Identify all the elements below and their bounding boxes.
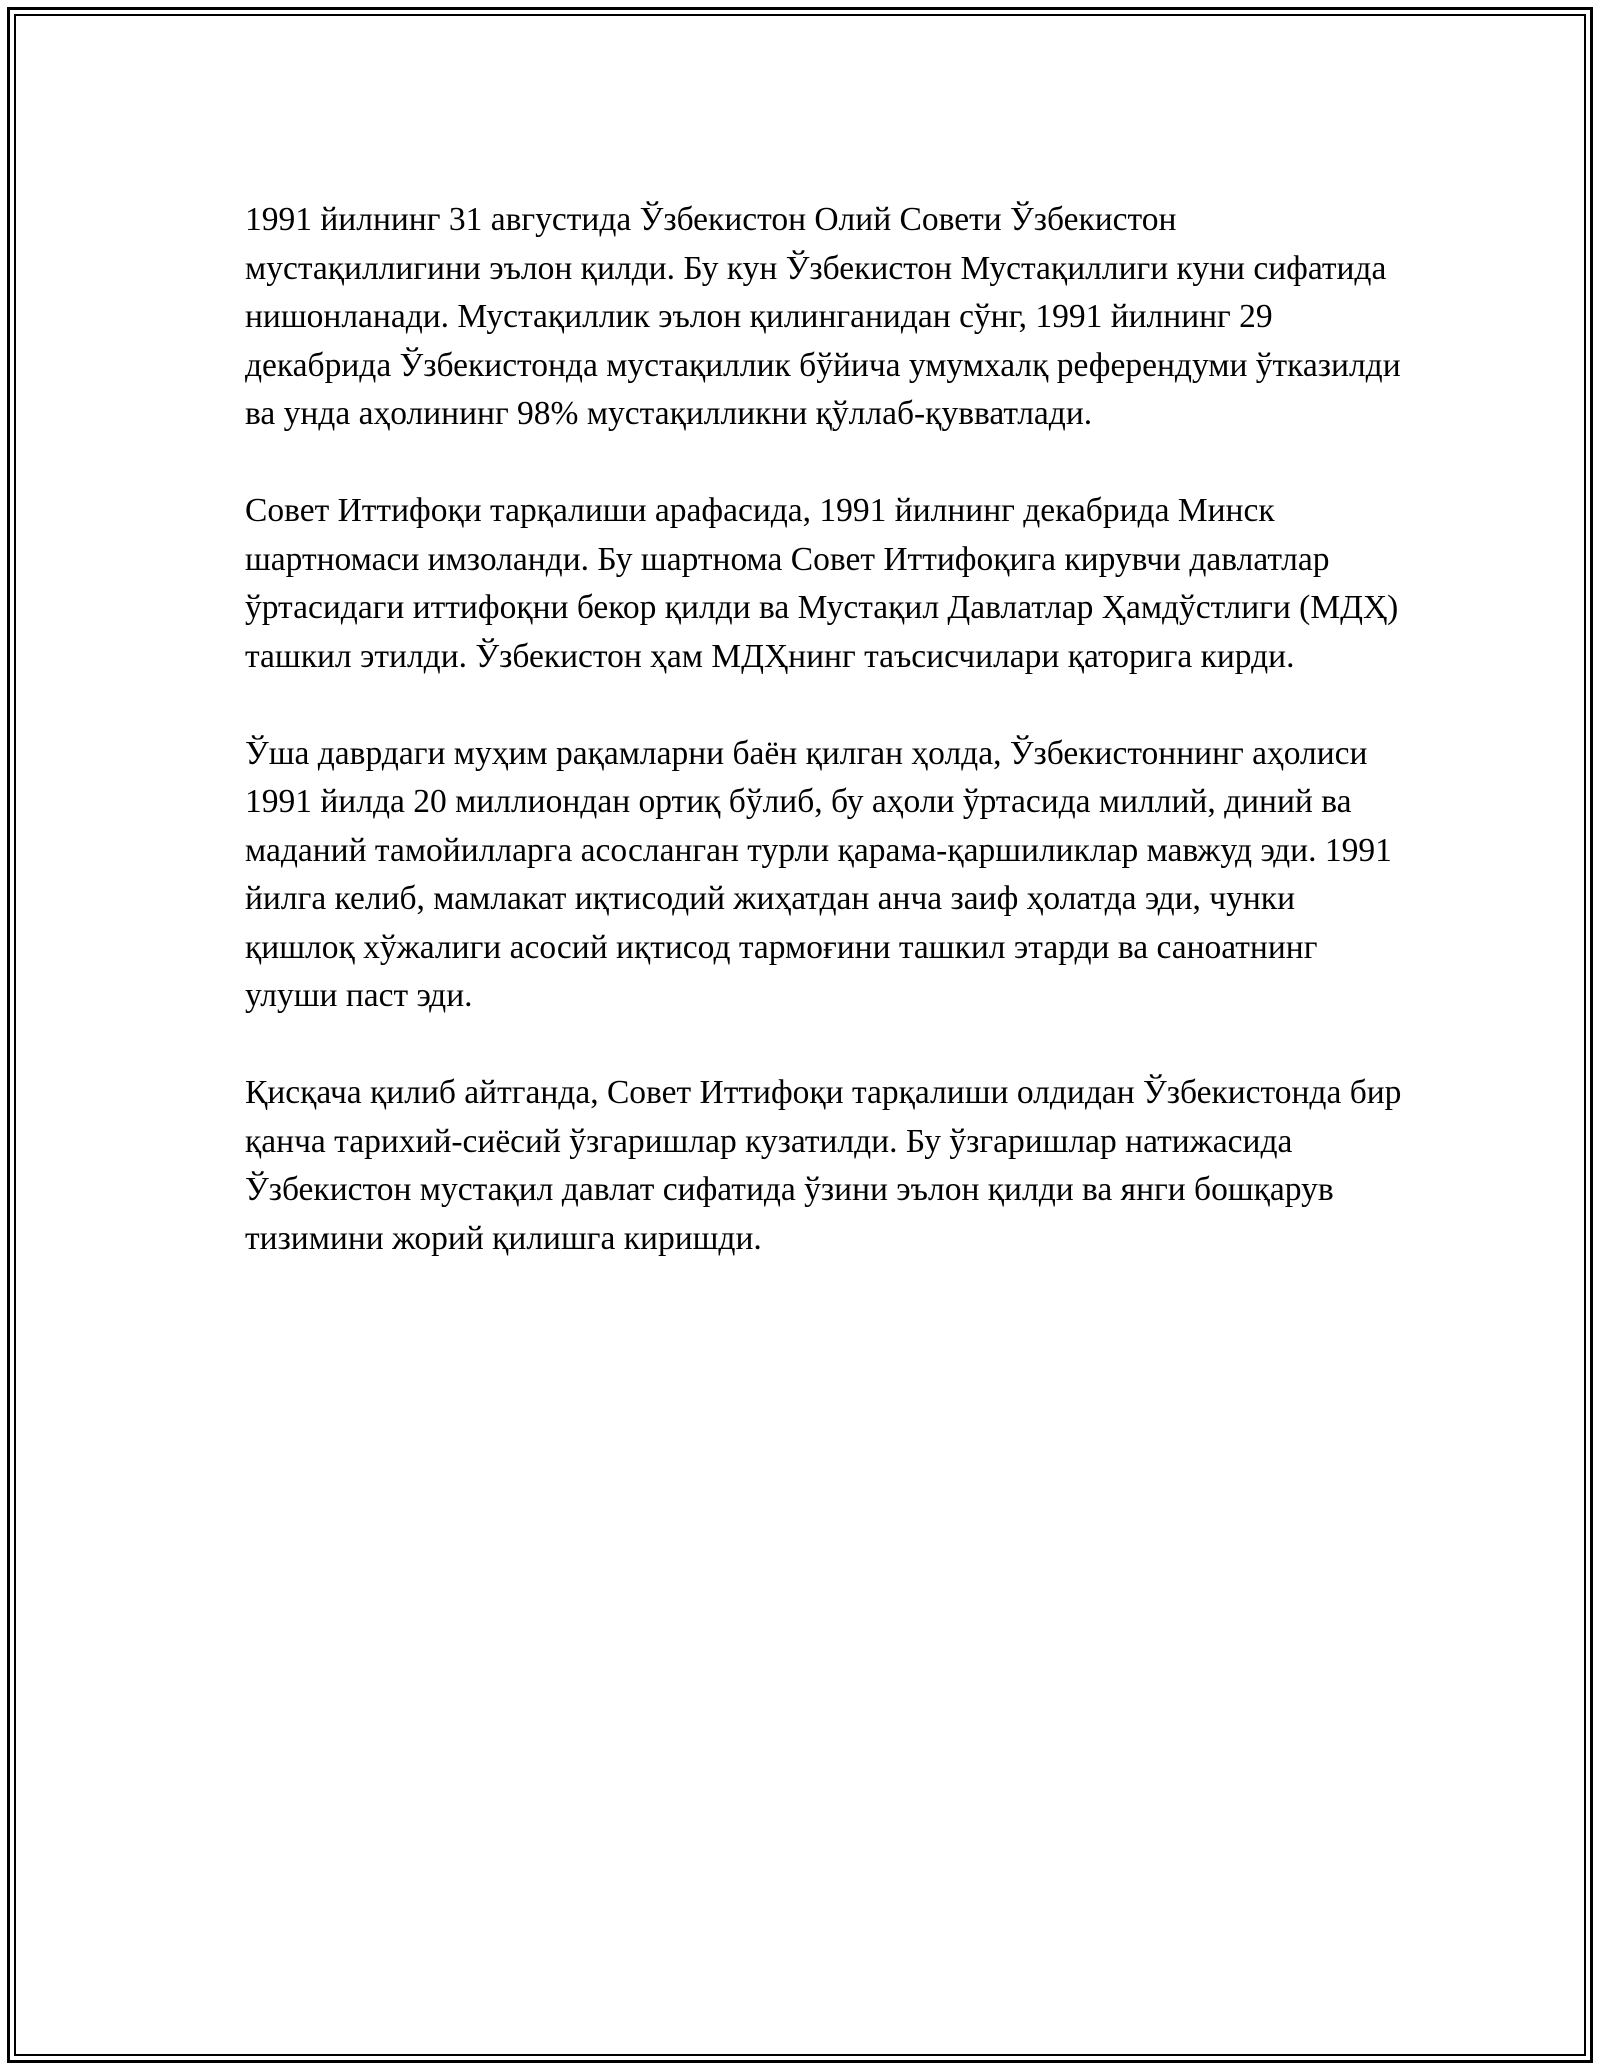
paragraph-summary: Қисқача қилиб айтганда, Совет Иттифоқи тарқалиши олдидан Ўзбекистонда бир қанча тарихий-сиёсий ўзгаришлар кузатилди. Бу ўзгаришлар натижасида Ўзбекистон мустақил давлат сифатида ўзини эълон қилди ва янги бошқарув тизимини жорий қилишга киришди. [245, 1074, 1402, 1257]
paragraph-independence-declaration: 1991 йилнинг 31 августида Ўзбекистон Олий Совети Ўзбекистон мустақиллигини эълон қилди. Бу кун Ўзбекистон Мустақиллиги куни сифатида нишонланади. Мустақиллик эълон қилинганидан сўнг, 1991 йилнинг 29 декабрида Ўзбекистонда мустақиллик бўйича умумхалқ референдуми ўтказилди ва унда аҳолининг 98% мустақилликни қўллаб-қувватлади. [245, 201, 1401, 432]
paragraph-minsk-agreement: Совет Иттифоқи тарқалиши арафасида, 1991 йилнинг декабрида Минск шартномаси имзоланди. Бу шартнома Совет Иттифоқига кирувчи давлатлар ўртасидаги иттифоқни бекор қилди ва Мустақил Давлатлар Ҳамдўстлиги (МДҲ) ташкил этилди. Ўзбекистон ҳам МДҲнинг таъсисчилари қаторига кирди. [245, 492, 1399, 675]
paragraph-population-economy: Ўша даврдаги муҳим рақамларни баён қилган ҳолда, Ўзбекистоннинг аҳолиси 1991 йилда 20 миллиондан ортиқ бўлиб, бу аҳоли ўртасида миллий, диний ва маданий тамойилларга асосланган турли қарама-қаршиликлар мавжуд эди. 1991 йилга келиб, мамлакат иқтисодий жиҳатдан анча заиф ҳолатда эди, чунки қишлоқ хўжалиги асосий иқтисод тармоғини ташкил этарди ва саноатнинг улуши паст эди. [245, 734, 1392, 1014]
document-body [245, 196, 1405, 1312]
page-frame [7, 7, 1593, 2063]
